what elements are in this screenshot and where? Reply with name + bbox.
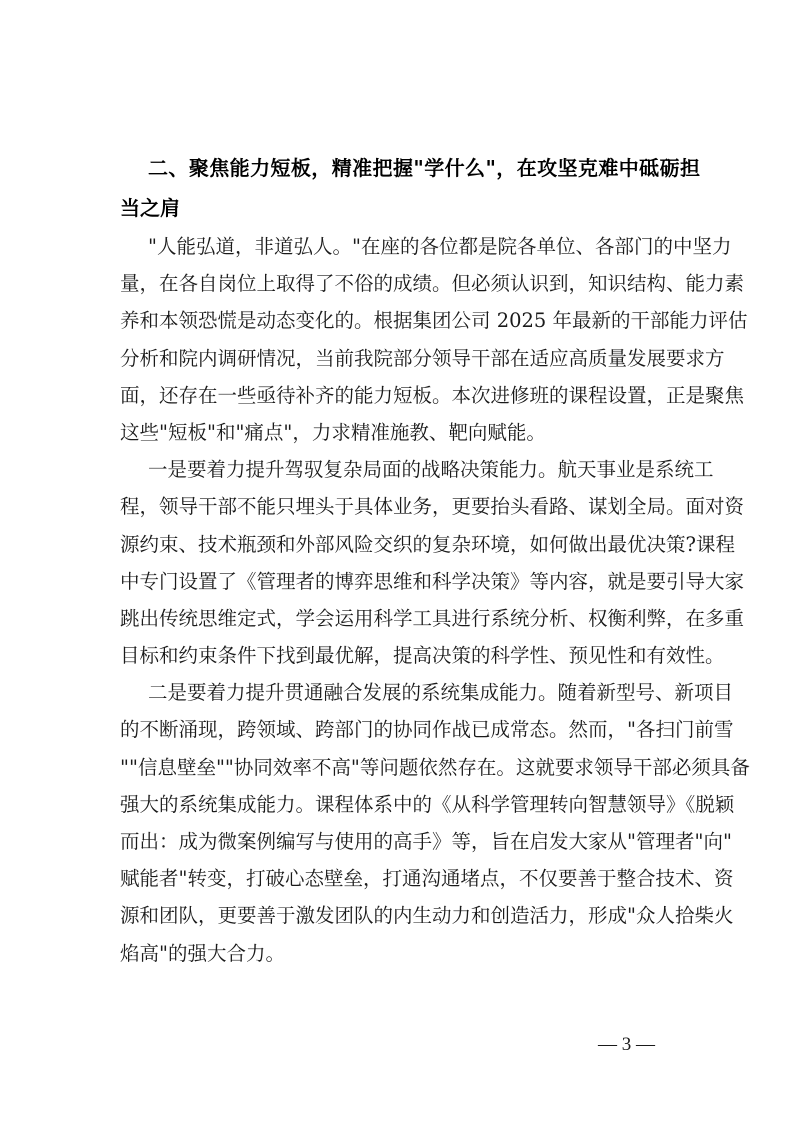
- heading-line: 当之肩: [120, 196, 180, 220]
- text-line: 量，在各自岗位上取得了不俗的成绩。但必须认识到，知识结构、能力素: [120, 272, 745, 296]
- text-line: 中专门设置了《管理者的博弈思维和科学决策》等内容，就是要引导大家: [120, 569, 745, 593]
- section-heading: [120, 148, 700, 228]
- text-line: 养和本领恐慌是动态变化的。根据集团公司 2025 年最新的干部能力评估: [120, 309, 748, 333]
- paragraph: [120, 674, 750, 972]
- text-line: ""信息壁垒""协同效率不高"等问题依然存在。这就要求领导干部必须具备: [120, 755, 750, 779]
- text-line: 分析和院内调研情况，当前我院部分领导干部在适应高质量发展要求方: [120, 346, 725, 370]
- text-line: 赋能者"转变，打破心态壁垒，打通沟通堵点，不仅要善于整合技术、资: [120, 867, 734, 891]
- text-line: 目标和约束条件下找到最优解，提高决策的科学性、预见性和有效性。: [120, 644, 725, 668]
- text-line: 源约束、技术瓶颈和外部风险交织的复杂环境，如何做出最优决策?课程: [120, 532, 735, 556]
- text-line: 这些"短板"和"痛点"，力求精准施教、靶向赋能。: [120, 420, 546, 444]
- text-line: "人能弘道，非道弘人。"在座的各位都是院各单位、各部门的中坚力: [148, 235, 732, 258]
- text-line: 面，还存在一些亟待补齐的能力短板。本次进修班的课程设置，正是聚焦: [120, 383, 745, 407]
- text-line: 的不断涌现，跨领域、跨部门的协同作战已成常态。然而，"各扫门前雪: [120, 718, 734, 742]
- heading-line: 二、聚焦能力短板，精准把握"学什么"，在攻坚克难中砥砺担: [148, 156, 700, 180]
- document-body: [120, 148, 750, 972]
- text-line: 而出：成为微案例编写与使用的高手》等，旨在启发大家从"管理者"向": [120, 830, 732, 853]
- text-line: 一是要着力提升驾驭复杂局面的战略决策能力。航天事业是系统工: [148, 458, 714, 482]
- paragraph: [120, 451, 745, 674]
- paragraph: [120, 228, 748, 451]
- text-line: 二是要着力提升贯通融合发展的系统集成能力。随着新型号、新项目: [148, 681, 734, 705]
- text-line: 源和团队，更要善于激发团队的内生动力和创造活力，形成"众人拾柴火: [120, 904, 734, 928]
- text-line: 强大的系统集成能力。课程体系中的《从科学管理转向智慧领导》《脱颖: [120, 792, 735, 816]
- text-line: 焰高"的强大合力。: [120, 941, 285, 965]
- text-line: 程，领导干部不能只埋头于具体业务，更要抬头看路、谋划全局。面对资: [120, 495, 745, 519]
- text-line: 跳出传统思维定式，学会运用科学工具进行系统分析、权衡利弊，在多重: [120, 606, 745, 630]
- page-number: — 3 —: [598, 1034, 655, 1055]
